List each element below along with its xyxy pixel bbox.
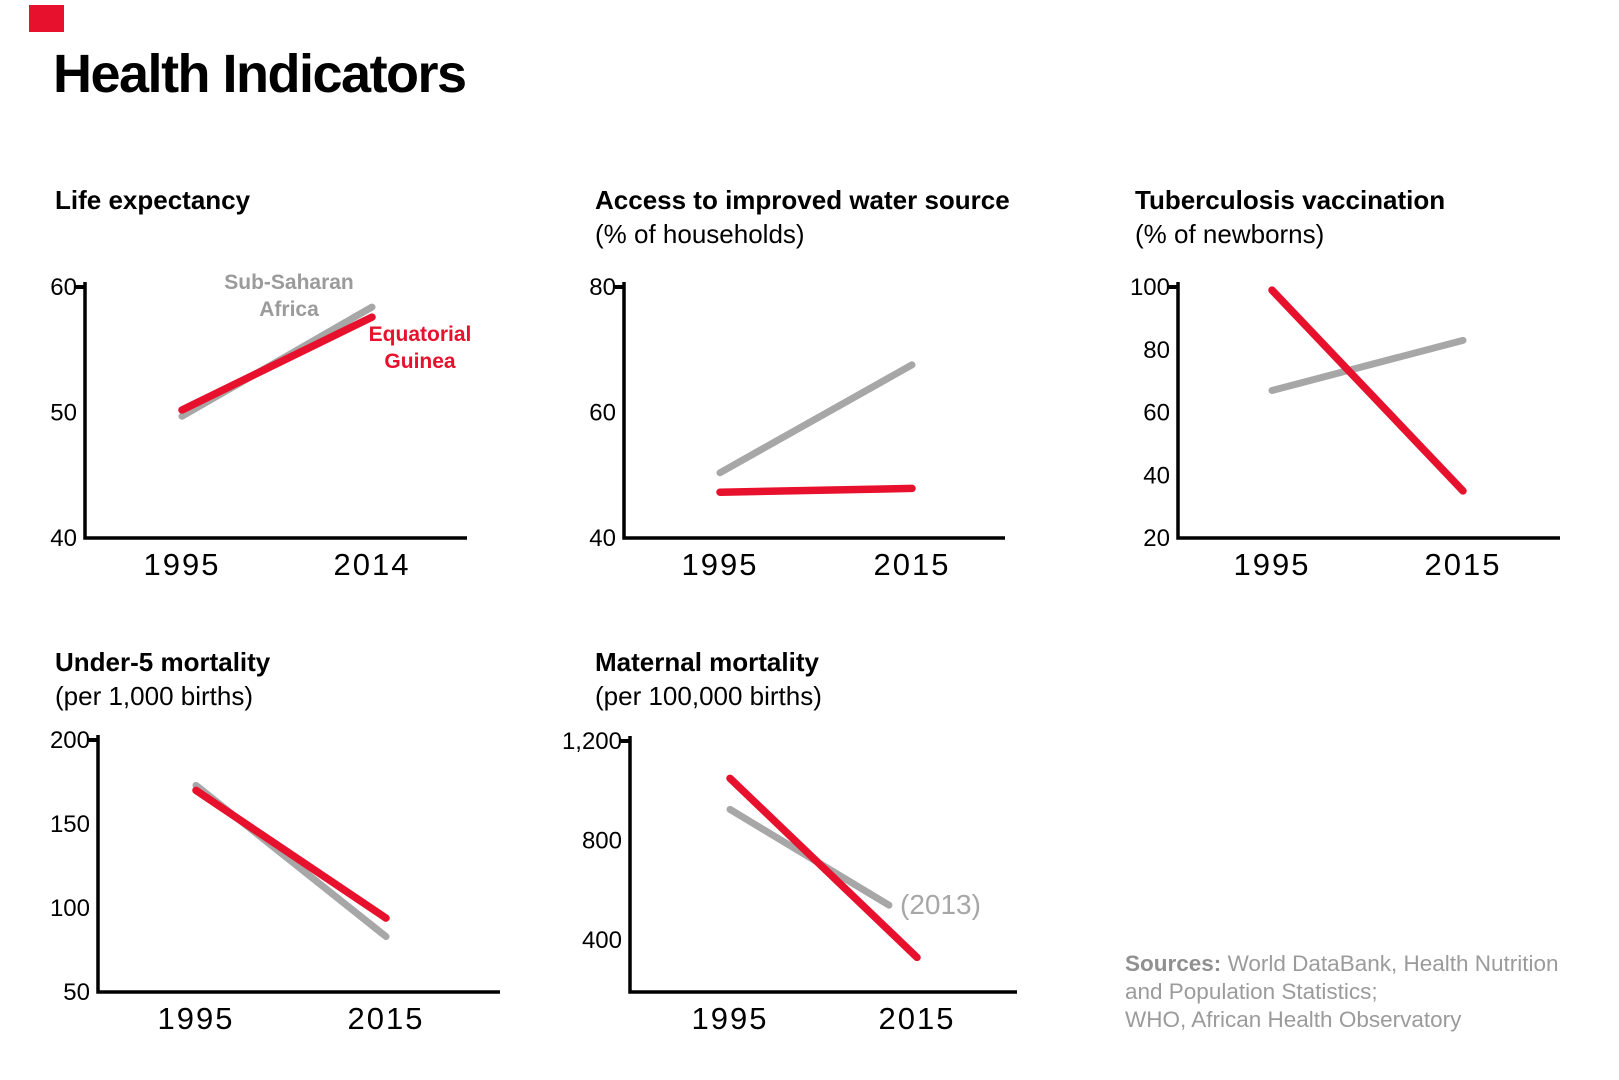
maternal-mortality-ytick-1200: 1,200: [561, 728, 622, 755]
maternal-mortality-ytick-400: 400: [581, 927, 622, 955]
under5-mortality-ytick-200: 200: [49, 727, 90, 754]
maternal-mortality-ytick-800: 800: [581, 827, 622, 855]
life-expectancy-line-red: [182, 317, 372, 410]
under5-mortality-ytick-50: 50: [63, 979, 90, 1006]
tb-vaccination-ytick-100: 100: [1129, 274, 1170, 301]
tb-vaccination-ytick-60: 60: [1143, 399, 1170, 427]
page-title: Health Indicators: [53, 44, 466, 104]
sources-line-3: WHO, African Health Observatory: [1125, 1007, 1462, 1032]
water-access-top-tick: [615, 285, 624, 289]
water-access-ytick-60: 60: [589, 399, 616, 427]
chart-title: Life expectancy: [55, 185, 251, 215]
tb-vaccination-ytick-80: 80: [1143, 336, 1170, 364]
under5-mortality-ytick-150: 150: [49, 811, 90, 838]
tb-vaccination-top-tick: [1169, 285, 1178, 289]
water-access-xlabel-1: 2015: [873, 547, 951, 582]
sources-prefix: Sources:: [1125, 951, 1222, 976]
chart-subtitle: (per 1,000 births): [55, 681, 253, 711]
sources-line-1: World DataBank, Health Nutrition: [1227, 951, 1559, 976]
under5-mortality-xlabel-1: 2015: [347, 1001, 425, 1036]
life-expectancy-ytick-50: 50: [50, 399, 77, 427]
life-expectancy-ytick-40: 40: [50, 525, 77, 552]
tb-vaccination-xlabel-1: 2015: [1424, 547, 1502, 582]
life-expectancy-top-tick: [76, 285, 85, 289]
annotation-2013: (2013): [900, 889, 981, 920]
tb-vaccination-axes: [1178, 282, 1560, 538]
under5-mortality-line-red: [196, 790, 386, 918]
under5-mortality-ytick-100: 100: [49, 895, 90, 922]
chart-subtitle: (per 100,000 births): [595, 681, 822, 711]
water-access-ytick-40: 40: [589, 525, 616, 552]
chart-subtitle: (% of newborns): [1135, 219, 1325, 249]
life-expectancy-xlabel-1: 2014: [333, 547, 411, 582]
under5-mortality-top-tick: [89, 738, 98, 742]
tb-vaccination-ytick-20: 20: [1143, 525, 1170, 552]
series-label-sub-saharan-africa: Sub-Saharan Africa: [224, 271, 354, 321]
maternal-mortality-top-tick: [621, 739, 630, 743]
chart-title: Maternal mortality: [595, 647, 819, 677]
tb-vaccination-xlabel-0: 1995: [1233, 547, 1311, 582]
chart-subtitle: (% of households): [595, 219, 805, 249]
sources-line-2: and Population Statistics;: [1125, 979, 1378, 1004]
series-label-equatorial-guinea: Equatorial Guinea: [368, 323, 472, 373]
water-access-xlabel-0: 1995: [681, 547, 759, 582]
under5-mortality-xlabel-0: 1995: [157, 1001, 235, 1036]
water-access-line-gray: [720, 365, 912, 473]
water-access-axes: [624, 282, 1005, 538]
tb-vaccination-line-red: [1272, 290, 1463, 491]
maternal-mortality-xlabel-0: 1995: [691, 1001, 769, 1036]
chart-title: Tuberculosis vaccination: [1135, 185, 1446, 215]
sources-note: [1125, 950, 1595, 1034]
chart-title: Access to improved water source: [595, 185, 1010, 215]
chart-title: Under-5 mortality: [55, 647, 271, 677]
life-expectancy-xlabel-0: 1995: [143, 547, 221, 582]
water-access-ytick-80: 80: [589, 274, 616, 301]
tb-vaccination-ytick-40: 40: [1143, 462, 1170, 490]
water-access-line-red: [720, 488, 912, 492]
life-expectancy-ytick-60: 60: [50, 274, 77, 301]
maternal-mortality-line-red: [730, 778, 917, 957]
tb-vaccination-line-gray: [1272, 340, 1463, 390]
maternal-mortality-xlabel-1: 2015: [878, 1001, 956, 1036]
